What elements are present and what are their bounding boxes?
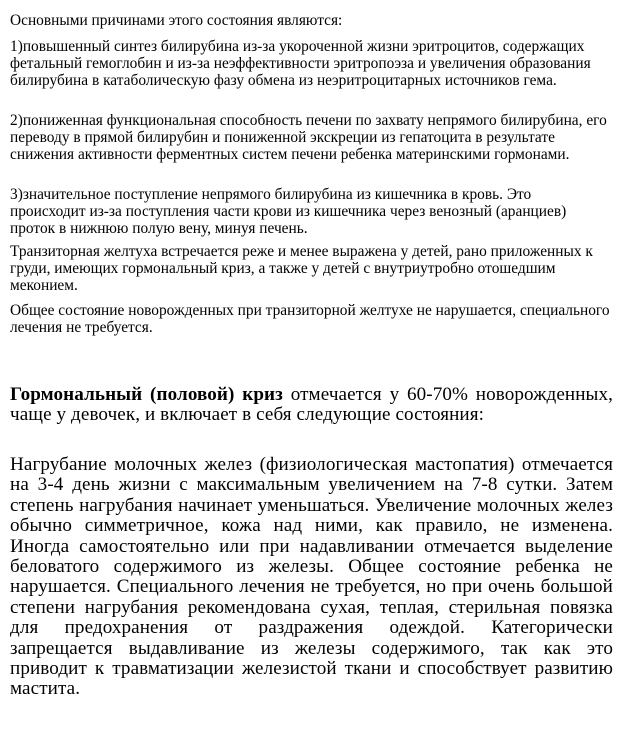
cause-1-paragraph: 1)повышенный синтез билирубина из-за укороченной жизни эритроцитов, содержащих фетальный гемоглобин и из-за неэффективности эритропоэза и увеличения образования билирубина в катаболическую фазу обмена из неэритроцитарных источников гема. <box>10 38 591 89</box>
cause-3-paragraph: 3)значительное поступление непрямого билирубина из кишечника в кровь. Это происходит из-за поступления части крови из кишечника через венозный (аранциев) проток в нижнюю полую вену, минуя печень. <box>10 186 567 237</box>
hormonal-crisis-heading: Гормональный (половой) криз <box>10 384 283 405</box>
intro-text: Основными причинами этого состояния являются: <box>10 12 343 29</box>
hormonal-crisis-paragraph <box>10 385 613 426</box>
general-state-paragraph: Общее состояние новорожденных при транзиторной желтухе не нарушается, специального лечения не требуется. <box>10 302 610 336</box>
transient-jaundice-note: Транзиторная желтуха встречается реже и менее выражена у детей, рано приложенных к груди, имеющих гормональный криз, а также у детей с внутриутробно отошедшим меконием. <box>10 243 593 294</box>
hormonal-crisis-text: отмечается у 60-70% новорожденных, чаще у девочек, и включает в себя следующие состояния: <box>10 384 613 426</box>
mastopathy-paragraph: Нагрубание молочных желез (физиологическая мастопатия) отмечается на 3-4 день жизни с максимальным увеличением на 7-8 сутки. Затем степень нагрубания начинает уменьшаться. Увеличение молочных желез обычно симметричное, кожа над ними, как правило, не изменена. Иногда самостоятельно или при надавливании отмечается выделение беловатого содержимого из железы. Общее состояние ребенка не нарушается. Специального лечения не требуется, но при очень большой степени нагрубания рекомендована сухая, теплая, стерильная повязка для предохранения от раздражения одеждой. Категорически запрещается выдавливание из железы содержимого, так как это приводит к травматизации железистой ткани и способствует развитию мастита. <box>10 454 613 700</box>
cause-2-paragraph: 2)пониженная функциональная способность печени по захвату непрямого билирубина, его переводу в прямой билирубин и пониженной экскреции из гепатоцита в результате снижения активности ферментных систем печени ребенка материнскими гормонами. <box>10 112 607 163</box>
